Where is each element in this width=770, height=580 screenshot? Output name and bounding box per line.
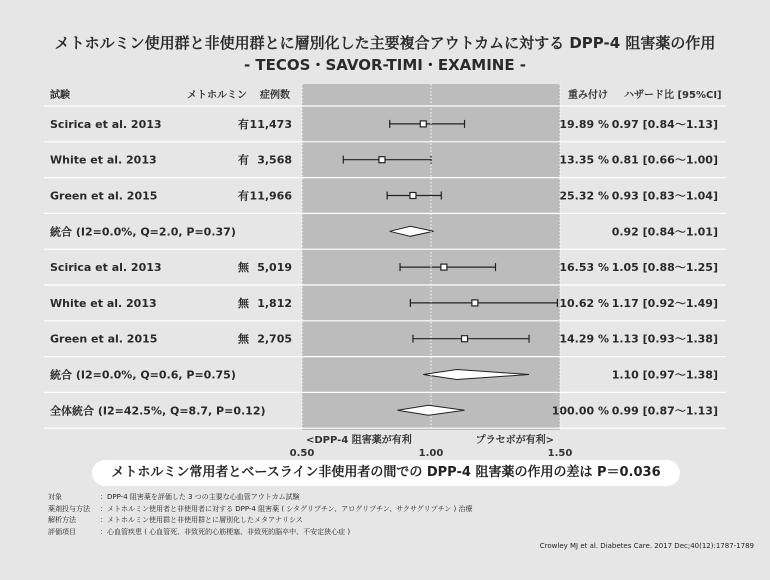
row-weight: 16.53 % [559, 261, 609, 275]
header-n: 症例数 [260, 90, 290, 101]
x-tick-label: 1.00 [418, 448, 444, 459]
row-label: Green et al. 2015 [50, 189, 158, 203]
row-hr: 1.10 [0.97～1.38] [611, 368, 718, 382]
header-metformin: メトホルミン [187, 90, 247, 101]
point-estimate [462, 336, 468, 342]
note-key: 対象 [48, 493, 62, 501]
row-hr: 0.81 [0.66～1.00] [611, 153, 718, 167]
row-label: Scirica et al. 2013 [50, 261, 162, 275]
row-label: Scirica et al. 2013 [50, 117, 162, 131]
row-n: 1,812 [257, 296, 292, 310]
row-hr: 1.05 [0.88～1.25] [611, 261, 718, 275]
x-tick-label: 0.50 [289, 448, 315, 459]
favors-right-label: プラセボが有利> [475, 435, 554, 446]
footnotes [48, 492, 472, 538]
favors-left-label: <DPP-4 阻害薬が有利 [306, 435, 412, 446]
note-key: 評価項目 [48, 527, 76, 536]
row-metformin: 無 [238, 261, 249, 275]
row-hr: 1.17 [0.92～1.49] [611, 296, 718, 310]
summary-pill: メトホルミン常用者とベースライン非使用者の間での DPP-4 阻害薬の作用の差は P＝0.036 [92, 460, 680, 486]
point-estimate [472, 300, 478, 306]
point-estimate [410, 193, 416, 199]
row-weight: 13.35 % [559, 153, 609, 167]
row-metformin: 有 [238, 153, 249, 167]
row-metformin: 有 [238, 117, 249, 131]
chart-subtitle: - TECOS・SAVOR-TIMI・EXAMINE - [243, 56, 527, 74]
point-estimate [379, 157, 385, 163]
header-study: 試験 [50, 90, 70, 101]
citation: Crowley MJ et al. Diabetes Care. 2017 Dec;40(12):1787-1789 [539, 542, 754, 550]
header-hr: ハザード比 [95%CI] [624, 90, 722, 101]
row-n: 11,966 [249, 189, 292, 203]
row-n: 3,568 [257, 153, 292, 167]
x-tick-label: 1.50 [547, 448, 573, 459]
note-value: ：メトホルミン使用者と非使用者に対する DPP-4 阻害薬 ( シタグリプチン、アログリプチン、サクサグリプチン ) 治療 [100, 504, 473, 513]
point-estimate [441, 264, 447, 270]
row-label: 統合 (I2=0.0%, Q=2.0, P=0.37) [50, 225, 236, 239]
row-metformin: 無 [238, 332, 249, 346]
chart-title: メトホルミン使用群と非使用群とに層別化した主要複合アウトカムに対する DPP-4 阻害薬の作用 [54, 34, 716, 52]
note-value: ：メトホルミン使用群と非使用群とに層別化したメタアナリシス [100, 516, 303, 524]
note-row [48, 492, 472, 504]
row-label: White et al. 2013 [50, 153, 157, 167]
row-hr: 1.13 [0.93～1.38] [611, 332, 718, 346]
row-weight: 19.89 % [559, 117, 609, 131]
row-weight: 10.62 % [559, 296, 609, 310]
point-estimate [420, 121, 426, 127]
row-label: White et al. 2013 [50, 296, 157, 310]
note-row [48, 504, 472, 516]
row-metformin: 有 [238, 189, 249, 203]
header-weight: 重み付け [568, 90, 608, 101]
row-label: Green et al. 2015 [50, 332, 158, 346]
row-n: 11,473 [249, 117, 292, 131]
row-label: 統合 (I2=0.0%, Q=0.6, P=0.75) [50, 368, 236, 382]
note-row [48, 515, 472, 527]
note-value: ：DPP-4 阻害薬を評価した 3 つの主要な心血管アウトカム試験 [100, 493, 300, 501]
row-hr: 0.99 [0.87～1.13] [611, 404, 718, 418]
note-key: 薬剤投与方法 [48, 504, 90, 513]
row-weight: 100.00 % [551, 404, 609, 418]
row-hr: 0.92 [0.84～1.01] [611, 225, 718, 239]
row-n: 2,705 [257, 332, 292, 346]
row-label: 全体統合 (I2=42.5%, Q=8.7, P=0.12) [50, 404, 266, 418]
note-key: 解析方法 [48, 516, 76, 524]
row-metformin: 無 [238, 296, 249, 310]
row-hr: 0.97 [0.84～1.13] [611, 117, 718, 131]
note-row [48, 527, 472, 539]
row-weight: 25.32 % [559, 189, 609, 203]
row-hr: 0.93 [0.83～1.04] [611, 189, 718, 203]
row-n: 5,019 [257, 261, 292, 275]
row-weight: 14.29 % [559, 332, 609, 346]
note-value: ：心血管疾患 ( 心血管死、非致死的心筋梗塞、非致死的脳卒中、不安定狭心症 ) [100, 527, 351, 536]
